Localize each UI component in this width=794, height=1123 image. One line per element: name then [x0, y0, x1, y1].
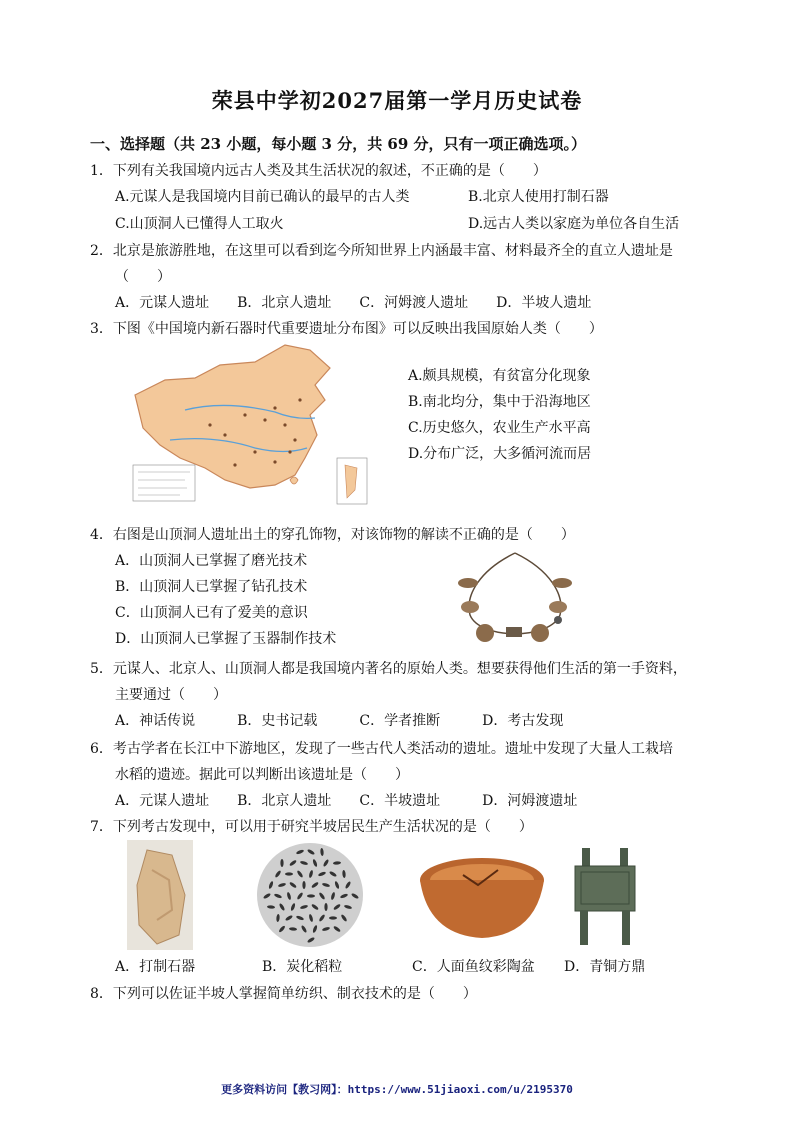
q6-stem-cont: 水稻的遗迹。据此可以判断出该遗址是（ ）	[115, 767, 409, 783]
q4-option-c: C．山顶洞人已有了爱美的意识	[115, 605, 308, 621]
rice-grain	[285, 872, 293, 875]
q4-option-a: A．山顶洞人已掌握了磨光技术	[115, 553, 308, 569]
section-heading: 一、选择题（共 23 小题，每小题 3 分，共 69 分，只有一项正确选项。）	[90, 135, 587, 153]
q7-option-c: C．人面鱼纹彩陶盆	[412, 959, 535, 975]
q7-option-a: A．打制石器	[115, 959, 196, 975]
rice-grain	[324, 903, 327, 911]
q2-stem-cont: （ ）	[115, 269, 171, 285]
q3-option-c: C.历史悠久，农业生产水平高	[408, 420, 591, 436]
footer-link[interactable]: 更多资料访问【教习网】：https://www.51jiaoxi.com/u/2195370	[221, 1083, 573, 1096]
painted-pottery-basin-image	[418, 840, 546, 950]
exam-title: 荣县中学初2027届第一学月历史试卷	[211, 88, 583, 113]
q1-option-c: C.山顶洞人已懂得人工取火	[115, 216, 284, 232]
q7-stem: 7．下列考古发现中，可以用于研究半坡居民生产生活状况的是（ ）	[90, 819, 533, 835]
q4-option-d: D．山顶洞人已掌握了玉器制作技术	[115, 631, 337, 647]
q2-options: A．元谋人遗址 B．北京人遗址 C．河姆渡人遗址 D．半坡人遗址	[115, 295, 592, 311]
q1-stem: 1．下列有关我国境内远古人类及其生活状况的叙述，不正确的是（ ）	[90, 163, 547, 179]
q5-options: A．神话传说 B．史书记载 C．学者推断 D．考古发现	[115, 713, 564, 729]
q7-option-d: D．青铜方鼎	[564, 959, 646, 975]
bronze-square-ding-image	[570, 840, 640, 950]
q7-option-b: B．炭化稻粒	[262, 959, 343, 975]
q3-option-a: A.颇具规模，有贫富分化现象	[408, 368, 591, 384]
q3-option-d: D.分布广泛，大多循河流而居	[408, 446, 592, 462]
carbonized-rice-image	[255, 840, 365, 950]
rice-grain	[280, 859, 283, 867]
q6-stem: 6．考古学者在长江中下游地区，发现了一些古代人类活动的遗址。遗址中发现了大量人工栽培	[90, 741, 673, 757]
q6-options: A．元谋人遗址 B．北京人遗址 C．半坡遗址 D．河姆渡遗址	[115, 793, 578, 809]
q3-option-b: B.南北均分，集中于沿海地区	[408, 394, 591, 410]
q4-stem: 4．右图是山顶洞人遗址出土的穿孔饰物，对该饰物的解读不正确的是（ ）	[90, 527, 575, 543]
q1-option-d: D.远古人类以家庭为单位各自生活	[468, 216, 680, 232]
chipped-stone-tool-image	[127, 840, 193, 950]
q4-option-b: B．山顶洞人已掌握了钻孔技术	[115, 579, 308, 595]
rice-grain	[329, 916, 337, 919]
q5-stem: 5．元谋人、北京人、山顶洞人都是我国境内著名的原始人类。想要获得他们生活的第一手资料，	[90, 661, 687, 677]
q5-stem-cont: 主要通过（ ）	[115, 687, 227, 703]
q1-option-a: A.元谋人是我国境内目前已确认的最早的古人类	[115, 189, 410, 205]
q2-stem: 2．北京是旅游胜地，在这里可以看到迄今所知世界上内涵最丰富、材料最齐全的直立人遗址是	[90, 243, 673, 259]
china-neolithic-sites-map	[125, 340, 375, 510]
q3-stem: 3．下图《中国境内新石器时代重要遗址分布图》可以反映出我国原始人类（ ）	[90, 321, 603, 337]
q8-stem: 8．下列可以佐证半坡人掌握简单纺织、制衣技术的是（ ）	[90, 986, 477, 1002]
rice-grain	[307, 894, 315, 897]
q1-option-b: B.北京人使用打制石器	[468, 189, 609, 205]
rice-grain	[302, 881, 305, 889]
perforated-ornament-image	[440, 545, 590, 650]
